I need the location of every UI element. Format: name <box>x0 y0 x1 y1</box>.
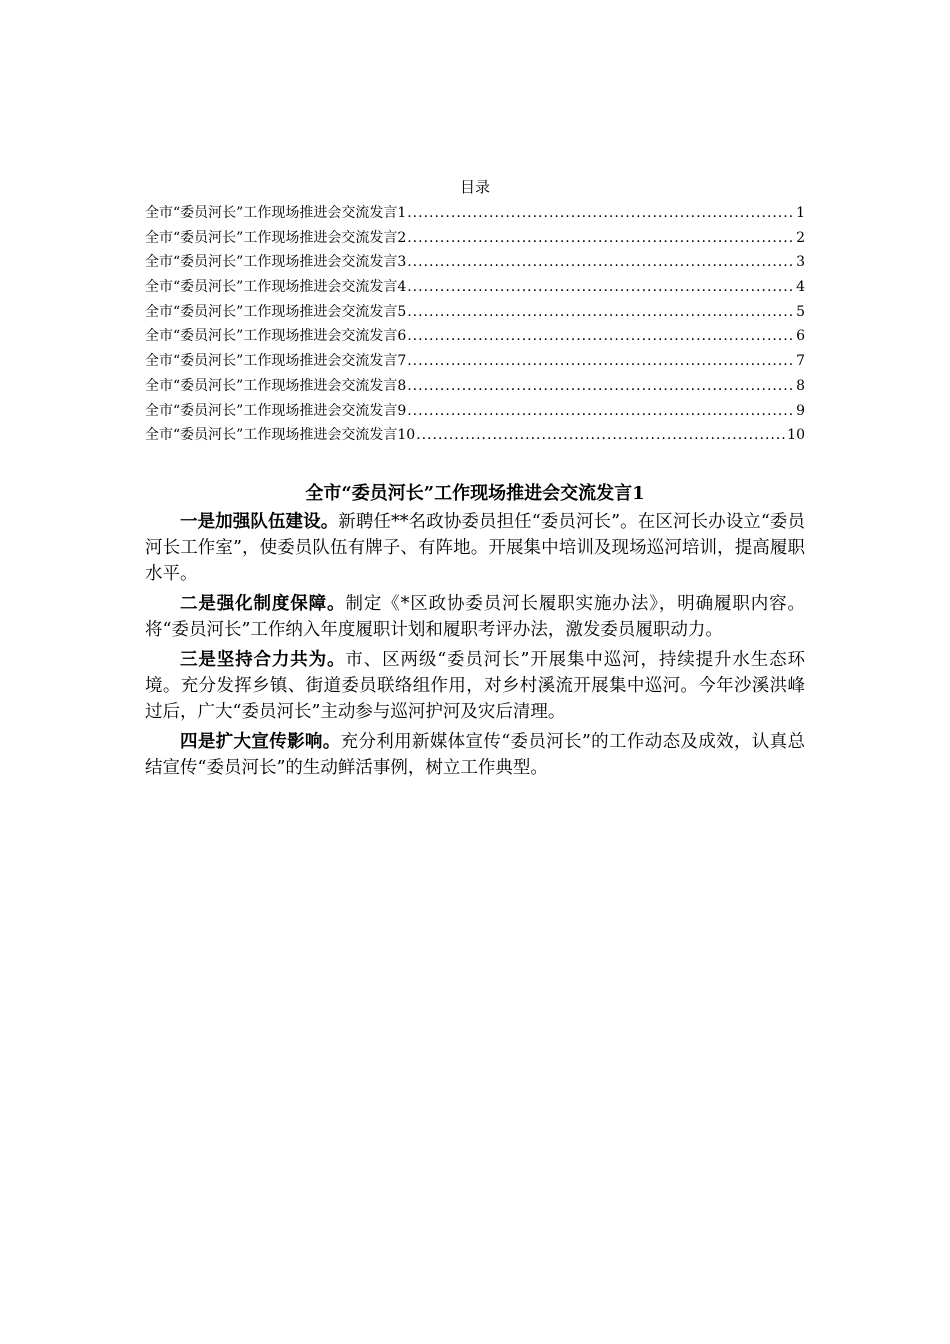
toc-entry[interactable] <box>145 374 805 399</box>
paragraph-body: 制定《*区政协委员河长履职实施办法》，明确履职内容。将“委员河长”工作纳入年度履职计划和履职考评办法，激发委员履职动力。 <box>145 593 806 640</box>
toc-entry[interactable] <box>145 226 805 251</box>
toc-leader-dots <box>407 275 795 300</box>
toc-entry[interactable] <box>145 275 805 300</box>
toc-entry-page: 5 <box>796 303 805 320</box>
toc-entry-text: 全市“委员河长”工作现场推进会交流发言10 <box>145 427 416 444</box>
toc-entry-page: 7 <box>796 353 805 370</box>
paragraph-body: 新聘任**名政协委员担任“委员河长”。在区河长办设立“委员河长工作室”，使委员队伍有牌子、有阵地。开展集中培训及现场巡河培训，提高履职水平。 <box>145 511 806 584</box>
paragraph-lead: 二是强化制度保障。 <box>180 593 346 614</box>
article-paragraph <box>145 509 805 587</box>
article-paragraph <box>145 647 805 725</box>
article-paragraph <box>145 729 805 781</box>
toc-entry[interactable] <box>145 399 805 424</box>
toc-entry-page: 9 <box>796 402 805 419</box>
toc-leader-dots <box>407 399 795 424</box>
paragraph-lead: 四是扩大宣传影响。 <box>180 731 341 752</box>
toc-entry[interactable] <box>145 300 805 325</box>
toc-entry-page: 8 <box>796 377 805 394</box>
toc-entry-text: 全市“委员河长”工作现场推进会交流发言8 <box>145 377 407 394</box>
toc-leader-dots <box>407 226 795 251</box>
toc-entry-page: 4 <box>796 279 805 296</box>
toc-entry-text: 全市“委员河长”工作现场推进会交流发言7 <box>145 353 407 370</box>
toc-leader-dots <box>407 250 795 275</box>
table-of-contents <box>145 201 805 448</box>
toc-entry-text: 全市“委员河长”工作现场推进会交流发言6 <box>145 328 407 345</box>
toc-entry-text: 全市“委员河长”工作现场推进会交流发言2 <box>145 229 407 246</box>
toc-entry-page: 1 <box>796 205 805 221</box>
toc-leader-dots <box>407 374 795 399</box>
toc-entry[interactable] <box>145 250 805 275</box>
paragraph-lead: 三是坚持合力共为。 <box>180 649 346 670</box>
toc-entry-page: 2 <box>796 229 805 246</box>
paragraph-body: 充分利用新媒体宣传“委员河长”的工作动态及成效，认真总结宣传“委员河长”的生动鲜活事例，树立工作典型。 <box>145 731 805 778</box>
toc-leader-dots <box>407 324 795 349</box>
toc-title: 目录 <box>459 178 490 196</box>
document-page <box>145 176 805 785</box>
toc-entry-page: 3 <box>796 254 805 271</box>
toc-leader-dots <box>407 201 795 226</box>
toc-entry-text: 全市“委员河长”工作现场推进会交流发言1 <box>145 205 407 221</box>
paragraph-body: 市、区两级“委员河长”开展集中巡河，持续提升水生态环境。充分发挥乡镇、街道委员联络组作用，对乡村溪流开展集中巡河。今年沙溪洪峰过后，广大“委员河长”主动参与巡河护河及灾后清理。 <box>145 649 805 722</box>
toc-entry[interactable] <box>145 201 805 226</box>
toc-entry-page: 6 <box>796 328 805 345</box>
toc-leader-dots <box>416 423 786 448</box>
toc-entry-text: 全市“委员河长”工作现场推进会交流发言9 <box>145 402 407 419</box>
toc-entry[interactable] <box>145 324 805 349</box>
article-title: 全市“委员河长”工作现场推进会交流发言1 <box>305 482 645 504</box>
toc-entry[interactable] <box>145 423 805 448</box>
toc-leader-dots <box>407 349 795 374</box>
paragraph-lead: 一是加强队伍建设。 <box>180 511 339 532</box>
toc-entry-text: 全市“委员河长”工作现场推进会交流发言3 <box>145 254 407 271</box>
toc-entry-text: 全市“委员河长”工作现场推进会交流发言4 <box>145 279 407 296</box>
toc-entry-text: 全市“委员河长”工作现场推进会交流发言5 <box>145 303 407 320</box>
article-paragraph <box>145 591 805 643</box>
toc-entry-page: 10 <box>787 427 805 444</box>
toc-leader-dots <box>407 300 795 325</box>
toc-entry[interactable] <box>145 349 805 374</box>
